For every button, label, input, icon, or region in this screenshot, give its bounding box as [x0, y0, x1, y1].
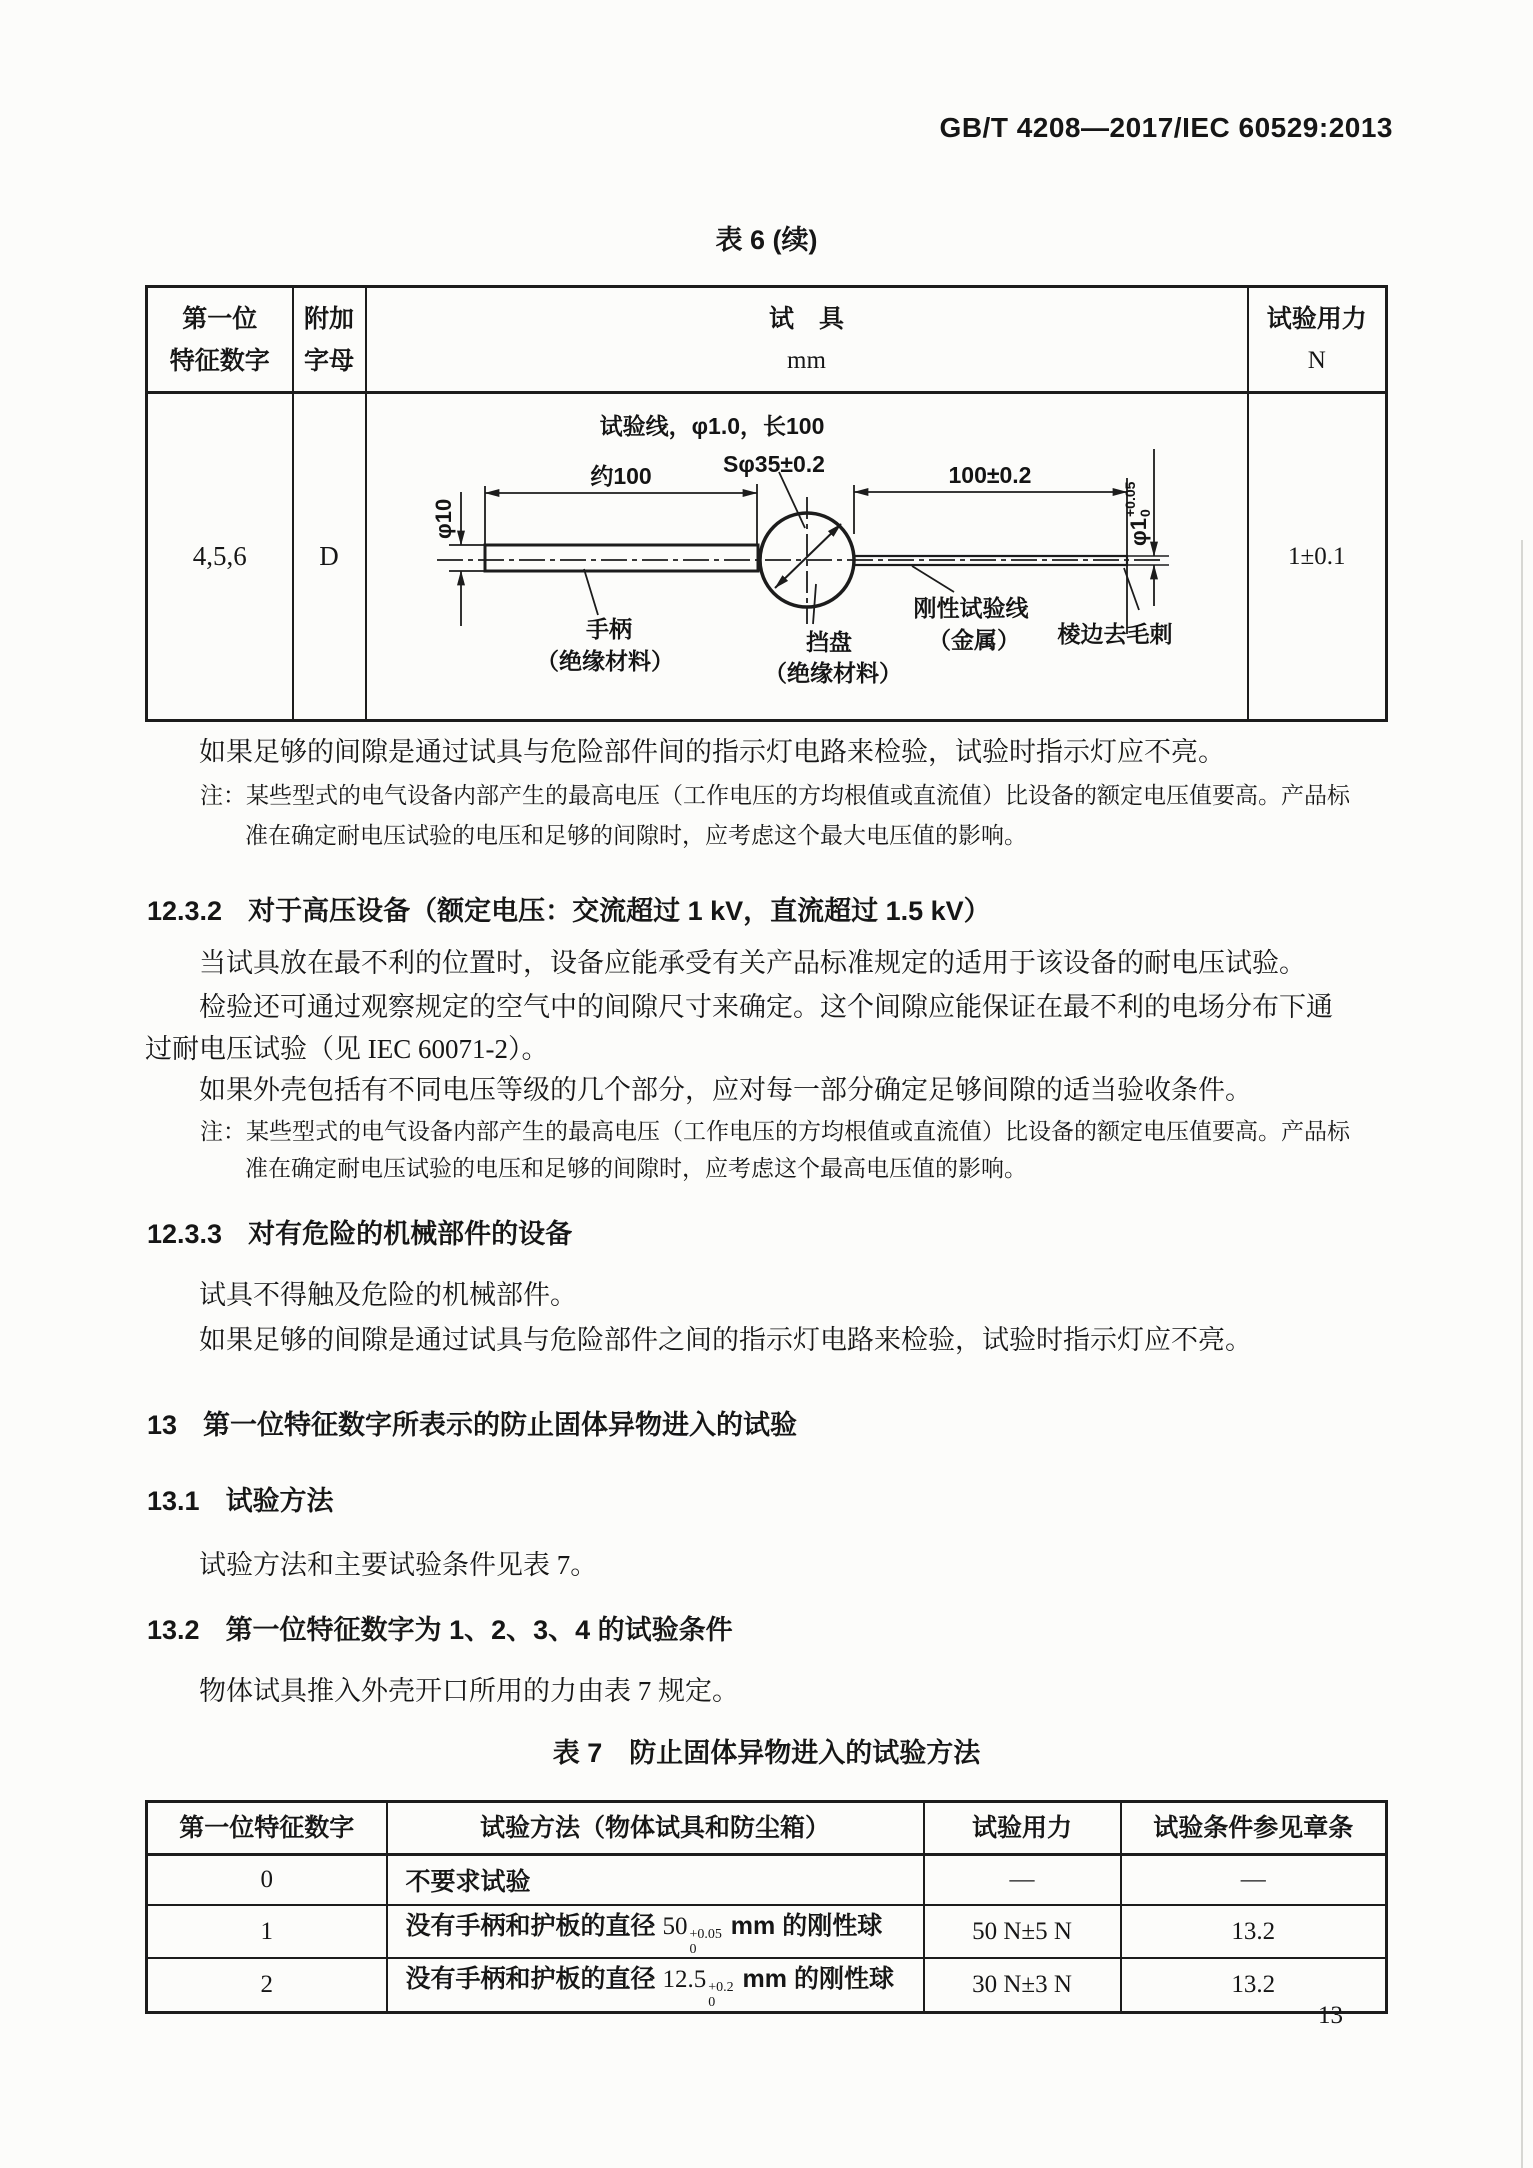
- paragraph: 试具不得触及危险的机械部件。: [199, 1280, 577, 1310]
- standard-code-header: GB/T 4208—2017/IEC 60529:2013: [939, 112, 1393, 143]
- diagram-dim-handle-length: 约100: [589, 463, 652, 489]
- handle-label-leader: [584, 569, 598, 615]
- paragraph: 试验方法和主要试验条件见表 7。: [199, 1550, 598, 1580]
- paragraph: 当试具放在最不利的位置时，设备应能承受有关产品标准规定的适用于该设备的耐电压试验。: [199, 948, 1306, 978]
- note-line: 注：某些型式的电气设备内部产生的最高电压（工作电压的方均根值或直流值）比设备的额定电压值要高。产品标: [200, 1119, 1350, 1144]
- note-line: 注：某些型式的电气设备内部产生的最高电压（工作电压的方均根值或直流值）比设备的额定电压值要高。产品标: [200, 783, 1350, 808]
- table7-digit: 0: [147, 1855, 387, 1906]
- heading-12-3-2: 12.3.2 对于高压设备（额定电压：交流超过 1 kV，直流超过 1.5 kV）: [147, 896, 991, 926]
- table6-cell-digits: 4,5,6: [147, 393, 293, 721]
- table6-cell-letter: D: [293, 393, 366, 721]
- table-row: [147, 1958, 1387, 2012]
- diagram-label-deburr: 棱边去毛刺: [1057, 621, 1172, 647]
- diagram-dim-wire-tol-sub: 0: [1136, 509, 1153, 517]
- table7-digit: 2: [147, 1958, 387, 2012]
- table-row: [147, 1905, 1387, 1958]
- table7-header-clause: 试验条件参见章条: [1121, 1802, 1387, 1855]
- page-number: 13: [1318, 2002, 1343, 2029]
- diagram-label-test-wire: 试验线，φ1.0，长100: [599, 413, 824, 439]
- table6-title: 表 6 (续): [715, 225, 818, 255]
- diagram-label-handle: 手柄: [585, 616, 632, 642]
- table6-cell-diagram: [366, 393, 1248, 721]
- paragraph: 如果足够的间隙是通过试具与危险部件间的指示灯电路来检验，试验时指示灯应不亮。: [199, 737, 1225, 767]
- diagram-label-disc: 挡盘: [805, 629, 852, 655]
- table6-header-additional-letter: 附加 字母: [293, 287, 366, 393]
- tolerance-stack: +0.05 0: [689, 1927, 722, 1957]
- table7-clause: —: [1121, 1855, 1387, 1906]
- tolerance-stack: +0.2 0: [708, 1980, 734, 2011]
- heading-13-2: 13.2 第一位特征数字为 1、2、3、4 的试验条件: [147, 1615, 733, 1645]
- table7-force: —: [924, 1855, 1121, 1906]
- table7-header-test-force: 试验用力: [924, 1802, 1121, 1855]
- heading-13-1: 13.1 试验方法: [147, 1486, 334, 1516]
- diagram-label-sphere: Sφ35±0.2: [722, 451, 825, 477]
- diagram-label-handle-material: （绝缘材料）: [535, 648, 674, 674]
- heading-13: 13 第一位特征数字所表示的防止固体异物进入的试验: [147, 1410, 798, 1440]
- table6-cell-force: 1±0.1: [1248, 393, 1387, 721]
- note-line: 准在确定耐电压试验的电压和足够的间隙时，应考虑这个最高电压值的影响。: [245, 1156, 1027, 1181]
- table7-force: 50 N±5 N: [924, 1905, 1121, 1958]
- table7-method: 没有手柄和护板的直径 12.5 +0.2 0 mm 的刚性球: [387, 1958, 924, 2012]
- table7-clause: 13.2: [1121, 1958, 1387, 2012]
- heading-12-3-3: 12.3.3 对有危险的机械部件的设备: [147, 1219, 573, 1249]
- paragraph: 检验还可通过观察规定的空气中的间隙尺寸来确定。这个间隙应能保证在最不利的电场分布下通: [199, 992, 1333, 1022]
- paragraph: 物体试具推入外壳开口所用的力由表 7 规定。: [199, 1676, 739, 1706]
- rigid-wire-label-leader: [912, 566, 954, 592]
- diagram-dim-wire-tol-sup: +0.05: [1121, 481, 1138, 517]
- table7-clause: 13.2: [1121, 1905, 1387, 1958]
- handle-outline: [485, 545, 758, 571]
- diagram-dim-wire-length: 100±0.2: [948, 462, 1031, 488]
- diagram-dim-wire-dia: φ1: [1125, 518, 1151, 546]
- test-probe-diagram: [367, 394, 1249, 712]
- table6-header-first-digit: 第一位 特征数字: [147, 287, 293, 393]
- table6-header-probe: 试 具 mm: [366, 287, 1248, 393]
- diagram-label-rigid-wire: 刚性试验线: [913, 595, 1028, 621]
- paragraph: 如果足够的间隙是通过试具与危险部件之间的指示灯电路来检验，试验时指示灯应不亮。: [199, 1325, 1252, 1355]
- diagram-label-rigid-wire-material: （金属）: [927, 627, 1020, 653]
- diagram-dim-handle-dia: φ10: [430, 498, 456, 539]
- table7-title: 表 7 防止固体异物进入的试验方法: [552, 1738, 981, 1768]
- table7-force: 30 N±3 N: [924, 1958, 1121, 2012]
- note-line: 准在确定耐电压试验的电压和足够的间隙时，应考虑这个最大电压值的影响。: [245, 823, 1027, 848]
- diagram-label-disc-material: （绝缘材料）: [763, 660, 902, 686]
- paragraph: 如果外壳包括有不同电压等级的几个部分，应对每一部分确定足够间隙的适当验收条件。: [199, 1075, 1252, 1105]
- scan-edge-artifact: [1521, 540, 1523, 2168]
- table6: [145, 285, 1388, 722]
- table7: [145, 1800, 1388, 2014]
- table6-header-test-force: 试验用力 N: [1248, 287, 1387, 393]
- table-row: [147, 1855, 1387, 1906]
- table7-method: 不要求试验: [387, 1855, 924, 1906]
- table7-digit: 1: [147, 1905, 387, 1958]
- paragraph: 过耐电压试验（见 IEC 60071-2）。: [145, 1034, 549, 1064]
- table7-method: 没有手柄和护板的直径 50 +0.05 0 mm 的刚性球: [387, 1905, 924, 1958]
- table7-header-method: 试验方法（物体试具和防尘箱）: [387, 1802, 924, 1855]
- table7-header-first-digit: 第一位特征数字: [147, 1802, 387, 1855]
